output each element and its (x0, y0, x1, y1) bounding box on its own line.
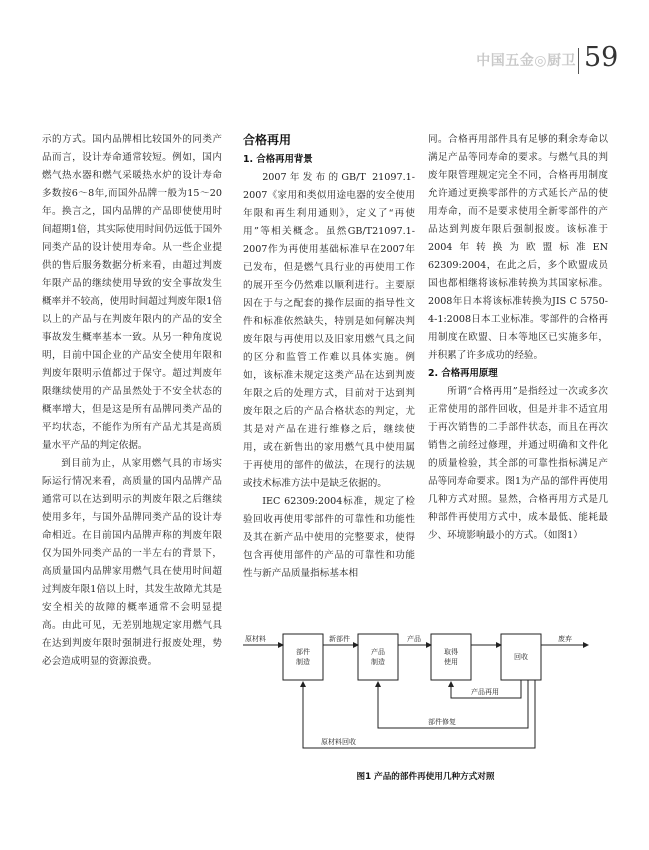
label-new-part: 新部件 (329, 635, 350, 643)
paragraph: 所谓“合格再用”是指经过一次或多次正常使用的部件回收，但是并非不适宜用于再次销售的二手部件状态，而且在再次销售之前经过修理，并通过明确和文件化的质量检验，其全部的可靠性指标满足产品等同寿命要求。图1为产品的部件再使用几种方式对照。显然，合格再用方式是几种部件再使用方式中，成本最低、能耗最少、环境影响最小的方式。（如图1） (428, 386, 608, 541)
flow-diagram (243, 622, 608, 772)
column-middle (243, 131, 415, 583)
label-raw-material: 原材料 (245, 635, 266, 643)
box-acquire-use (431, 634, 471, 680)
paragraph: IEC 62309:2004标准，规定了检验回收再使用零部件的可靠性和功能性及其在新产品中使用的完整要求，使得包含再使用部件的产品的可靠性和功能性与新产品质量指标基本相 (243, 496, 415, 579)
label-part-repair: 部件修复 (428, 718, 456, 726)
header-divider (578, 48, 579, 74)
page-number: 59 (584, 42, 619, 73)
label-material-recycle: 原材料回收 (321, 738, 356, 746)
box-label: 部件 (296, 648, 310, 656)
box-label: 制造 (296, 658, 310, 666)
subsection-title: 1. 合格再用背景 (243, 154, 313, 165)
box-label: 制造 (371, 658, 385, 666)
box-part-manufacture (283, 634, 323, 680)
label-product: 产品 (407, 635, 421, 643)
section-title: 合格再用 (243, 133, 292, 147)
page-header (0, 0, 649, 90)
box-product-manufacture (358, 634, 398, 680)
column-left (42, 131, 222, 671)
box-label: 使用 (444, 658, 458, 666)
paragraph: 示的方式。国内品牌相比较国外的同类产品而言，设计寿命通常较短。例如，国内燃气热水器和燃气采暖热水炉的设计寿命多数按6～8年,而国外品牌一般为15～20年。换言之，国内品牌的产品即使使用时间超期1倍，其实际使用时间仍远低于国外同类产品的设计使用寿命。从一些企业提供的售后服务数据分析来看，由超过判废年限产品的继续使用导致的安全事故发生概率并不较高，使用时间超过判废年限1倍以上的产品与在判废年限内的产品的安全事故发生概率基本一致。从另一种角度说明，目前中国企业的产品安全使用年限和判废年限明示值都过于保守。超过判废年限继续使用的产品虽然处于不安全状态的概率增大，但是这是所有品牌同类产品的平均状态，不能作为所有产品尤其是高质量水平产品的判定依据。 (42, 134, 222, 451)
box-label: 产品 (371, 648, 385, 656)
figure-reuse-diagram (243, 622, 608, 772)
label-product-reuse: 产品再用 (471, 688, 499, 696)
box-label: 取得 (444, 648, 458, 656)
subsection-title: 2. 合格再用原理 (428, 368, 498, 379)
label-waste: 废弃 (558, 635, 572, 643)
figure-caption: 图1 产品的部件再使用几种方式对照 (356, 772, 495, 782)
paragraph: 2007年发布的GB/T 21097.1-2007《家用和类似用途电器的安全使用年限和再生利用通则》，定义了“再使用”等相关概念。虽然GB/T21097.1-2007作为再使用基础标准早在2007年已发布，但是燃气具行业的再使用工作的展开至今仍然难以顺利进行。主要原因在于与之配套的操作层面的指导性文件和标准依然缺失，特别是如何解决判废年限与再使用以及旧家用燃气具之间的区分和监管工作难以具体实施。例如，该标准未规定这类产品在达到判废年限之后的处理方式，目前对于达到判废年限之后的产品合格状态的判定，尤其是对产品在进行维修之后，继续使用，或在新售出的家用燃气具中使用属于再使用的部件的做法，在现行的法规或技术标准方法中是缺乏依据的。 (243, 172, 415, 489)
magazine-brand: 中国五金◎厨卫 (476, 53, 576, 69)
column-right (428, 131, 608, 545)
paragraph: 同。合格再用部件具有足够的剩余寿命以满足产品等同寿命的要求。与燃气具的判废年限管理规定完全不同，合格再用制度允许通过更换零部件的方式延长产品的使用寿命，而不是要求使用全新零部件的产品达到判废年限后强制报废。该标准于2004年转换为欧盟标准EN 62309:2004，在此之后，多个欧盟成员国也都相继将该标准转换为其国家标准。2008年日本将该标准转换为JIS C 5750-4-1:2008日本工业标准。零部件的合格再用制度在欧盟、日本等地区已实施多年，并积累了许多成功的经验。 (428, 134, 608, 361)
box-label: 回收 (514, 653, 528, 661)
paragraph: 到目前为止，从家用燃气具的市场实际运行情况来看，高质量的国内品牌产品通常可以在达到明示的判废年限之后继续使用多年，与国外品牌同类产品的设计寿命相近。在目前国内品牌声称的判废年限仅为国外同类产品的一半左右的背景下，高质量国内品牌家用燃气具在使用时间超过判废年限1倍以上时，其发生故障尤其是安全相关的故障的概率通常不会明显提高。由此可见，无差别地规定家用燃气具在达到判废年限时强制进行报废处理，势必会造成明显的资源浪费。 (42, 458, 222, 667)
